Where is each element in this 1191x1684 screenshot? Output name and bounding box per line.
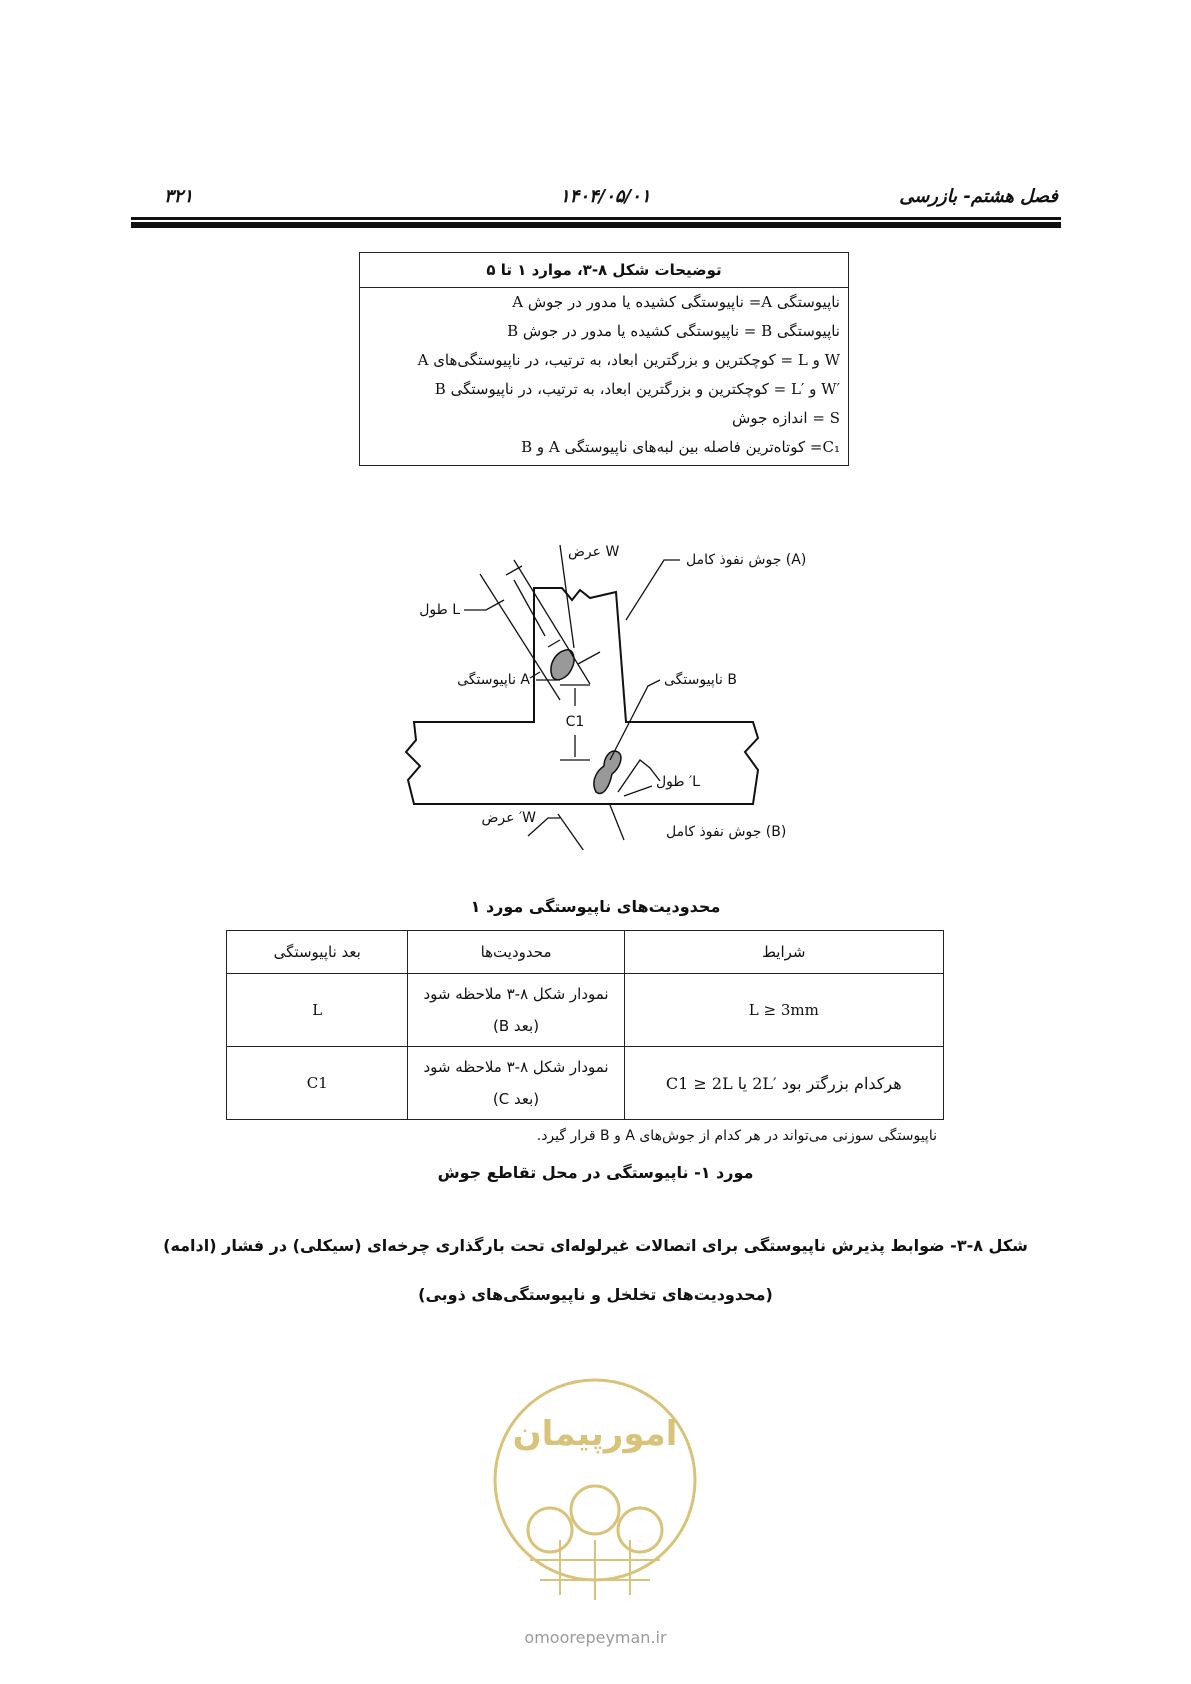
figure-caption: شکل ۸-۳- ضوابط پذیرش ناپیوستگی برای اتصالات غیرلوله‌ای تحت بارگذاری چرخه‌ای (سیکلی) در فشار (ادامه) xyxy=(163,1236,1028,1255)
table-row xyxy=(227,1047,944,1120)
watermark-gear-center xyxy=(571,1486,619,1534)
legend-line: ناپیوستگی A= ناپیوستگی کشیده یا مدور در جوش A xyxy=(512,293,840,311)
label-width-w: عرض W xyxy=(568,544,620,560)
legend-line: ناپیوستگی B = ناپیوستگی کشیده یا مدور در جوش B xyxy=(507,322,840,340)
case-caption: مورد ۱- ناپیوستگی در محل تقاطع جوش xyxy=(437,1163,754,1182)
watermark-url: omoorepeyman.ir xyxy=(524,1628,667,1647)
base-plate-outline xyxy=(406,588,758,804)
cell-limit-line: (بعد B) xyxy=(493,1017,540,1035)
cell-dimension: C1 xyxy=(227,1047,408,1120)
cell-limit-line: (بعد C) xyxy=(492,1090,540,1108)
discontinuity-a-shape xyxy=(551,650,574,680)
discontinuity-limits-table xyxy=(226,930,944,1120)
chapter-title: فصل هشتم- بازرسی xyxy=(899,186,1058,207)
cell-limit-line: نمودار شکل ۸-۳ ملاحظه شود xyxy=(423,985,609,1003)
page-number: ۳۲۱ xyxy=(164,186,194,207)
label-disc-b: ناپیوستگی B xyxy=(664,672,737,688)
cell-dimension: L xyxy=(227,974,408,1047)
cell-limit xyxy=(408,1047,624,1120)
legend-line: ′W و ′L = کوچکترین و بزرگترین ابعاد، به ترتیب، در ناپیوستگی B xyxy=(434,380,840,398)
header-conditions: شرایط xyxy=(624,931,943,974)
cell-limit xyxy=(408,974,624,1047)
cell-limit-line: نمودار شکل ۸-۳ ملاحظه شود xyxy=(423,1058,609,1076)
legend-title: توضیحات شکل ۸-۳، موارد ۱ تا ۵ xyxy=(360,253,848,288)
label-c1: C1 xyxy=(565,714,585,730)
watermark-logo xyxy=(490,1350,700,1610)
weld-intersection-diagram xyxy=(380,530,840,850)
header-date: ۱۴۰۴/۰۵/۰۱ xyxy=(560,186,651,207)
cell-condition: L ≥ 3mm xyxy=(624,974,943,1047)
leader-lines xyxy=(464,560,680,850)
header-rule-thin xyxy=(131,217,1061,220)
label-disc-a: ناپیوستگی A xyxy=(457,672,530,688)
table-header-row xyxy=(227,931,944,974)
table-note: ناپیوستگی سوزنی می‌تواند در هر کدام از جوش‌های A و B قرار گیرد. xyxy=(536,1128,937,1144)
table-row xyxy=(227,974,944,1047)
header-limits: محدودیت‌ها xyxy=(408,931,624,974)
watermark-gear-left xyxy=(528,1508,572,1552)
watermark-gear-right xyxy=(618,1508,662,1552)
figure-legend-box xyxy=(359,252,849,466)
legend-line: W و L = کوچکترین و بزرگترین ابعاد، به ترتیب، در ناپیوستگی‌های A xyxy=(417,351,840,369)
watermark-logo-text: امورپیمان xyxy=(512,1414,678,1454)
cell-condition: هرکدام بزرگتر بود ′2L یا C1 ≥ 2L xyxy=(624,1047,943,1120)
label-length-l: طول L xyxy=(419,602,460,618)
legend-line: S = اندازه جوش xyxy=(732,409,840,427)
figure-subcaption: (محدودیت‌های تخلخل و ناپیوستگی‌های ذوبی) xyxy=(418,1285,773,1304)
header-dimension: بعد ناپیوستگی xyxy=(227,931,408,974)
discontinuity-b-shape xyxy=(594,751,621,793)
label-cjp-b: جوش نفوذ کامل (B) xyxy=(666,824,787,840)
label-width-wp: عرض ′W xyxy=(481,810,536,826)
header-rule-thick xyxy=(131,222,1061,228)
label-cjp-a: جوش نفوذ کامل (A) xyxy=(686,552,807,568)
table-caption: محدودیت‌های ناپیوستگی مورد ۱ xyxy=(470,897,721,916)
label-length-lp: طول ′L xyxy=(656,774,700,790)
legend-line: C₁= کوتاه‌ترین فاصله بین لبه‌های ناپیوستگی A و B xyxy=(521,438,840,456)
